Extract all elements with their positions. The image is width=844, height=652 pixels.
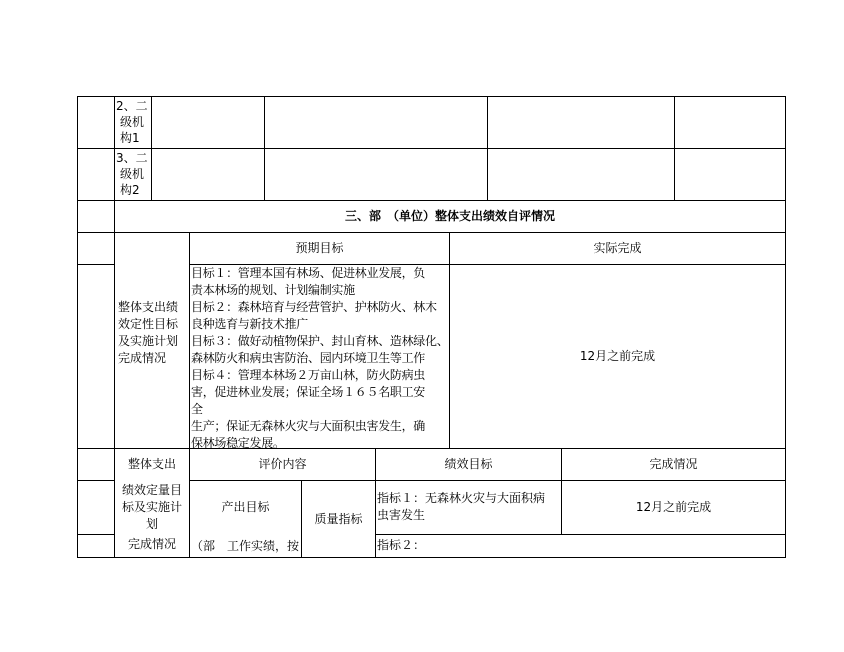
goal-line: 责本林场的规划、计划编制实施 [191, 283, 355, 297]
quality-indicator: 质量指标 [314, 511, 363, 526]
qualitative-row-label-line: 效定性目标 [118, 317, 179, 331]
indicator-2: 指标２： [377, 538, 426, 552]
org-row-3-label-line2: 级机 [120, 167, 145, 181]
qualitative-row-label-line: 及实施计划 [118, 334, 179, 348]
goal-line: 全 [191, 402, 203, 416]
quantitative-label-line: 绩效定量目 [121, 483, 182, 497]
indicator-1 [377, 490, 561, 524]
goal-line: 害，促进林业发展；保证全场１６５名职工安 [191, 385, 426, 399]
quantitative-label-line: 标及实施计 [121, 500, 182, 514]
quantitative-label-mid [115, 481, 189, 534]
qualitative-actual: 12月之前完成 [579, 349, 656, 363]
goal-line: 目标３：做好动植物保护、封山育林、造林绿化、 [191, 334, 449, 348]
quantitative-label-bottom: 完成情况 [127, 537, 176, 551]
goal-line: 目标４：管理本林场２万亩山林，防火防病虫 [191, 368, 426, 382]
org-row-3-label-line1: 3、二 [116, 151, 148, 165]
output-target: 产出目标 [221, 500, 270, 514]
org-row-3-label-line3: 构2 [120, 183, 140, 197]
goal-line: 保林场稳定发展。 [191, 436, 285, 448]
quantitative-label-line: 划 [145, 517, 158, 531]
header-expected-goal: 预期目标 [295, 241, 344, 255]
header-evaluation-content: 评价内容 [258, 457, 307, 471]
goal-line: 目标２：森林培育与经营管护、护林防火、林木 [191, 300, 437, 314]
indicator-1-line: 指标１：无森林火灾与大面积病 [377, 491, 546, 505]
org-row-2-label [116, 98, 152, 148]
section-title: 三、部 （单位）整体支出绩效自评情况 [344, 209, 555, 223]
header-performance-target: 绩效目标 [444, 457, 493, 471]
indicator-1-completion: 12月之前完成 [635, 500, 712, 514]
org-row-2-label-line3: 构1 [120, 131, 140, 145]
qualitative-row-label-line: 完成情况 [118, 351, 167, 365]
qualitative-goals [191, 265, 449, 448]
output-note: （部 工作实绩，按 [191, 539, 300, 553]
qualitative-row-label [118, 299, 190, 367]
org-row-2-label-line2: 级机 [120, 115, 145, 129]
qualitative-row-label-line: 整体支出绩 [118, 300, 179, 314]
indicator-1-line: 虫害发生 [377, 508, 426, 522]
org-row-3-label [116, 150, 152, 200]
goal-line: 目标１：管理本国有林场、促进林业发展，负 [191, 266, 426, 280]
quantitative-label-top: 整体支出 [127, 457, 176, 471]
org-row-2-label-line1: 2、二 [116, 99, 148, 113]
goal-line: 生产；保证无森林火灾与大面积虫害发生，确 [191, 419, 426, 433]
header-completion-status: 完成情况 [649, 457, 698, 471]
header-actual-completion: 实际完成 [593, 241, 642, 255]
goal-line: 森林防火和病虫害防治、园内环境卫生等工作 [191, 351, 426, 365]
goal-line: 良种选育与新技术推广 [191, 317, 309, 331]
